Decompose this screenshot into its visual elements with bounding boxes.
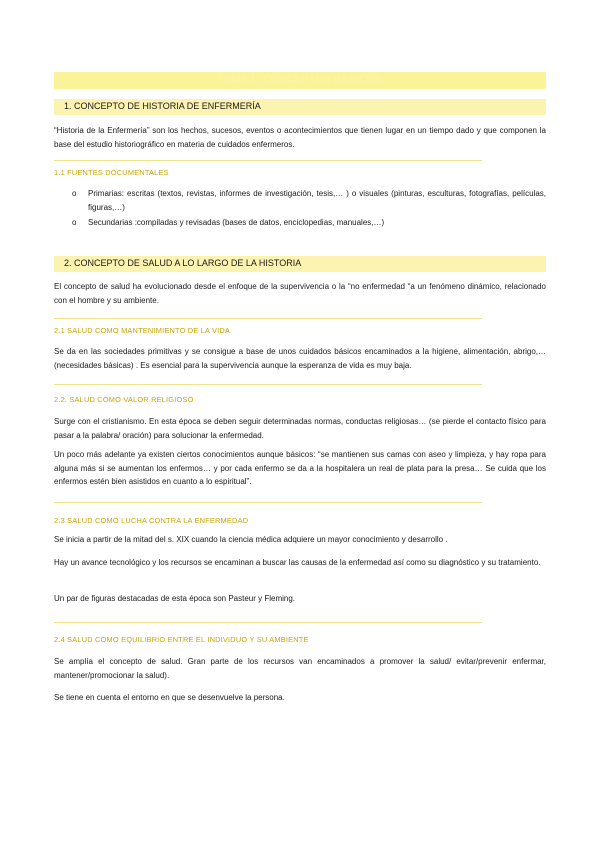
paragraph: Se tiene en cuenta el entorno en que se desenvuelve la persona. <box>54 693 285 702</box>
bullet-icon: o <box>72 218 77 227</box>
subsection-heading: 2.3.SALUD COMO LUCHA CONTRA LA ENFERMEDAD <box>54 516 249 525</box>
section-heading: 2. CONCEPTO DE SALUD A LO LARGO DE LA HISTORIA <box>64 258 302 268</box>
section-heading-bar <box>54 256 546 272</box>
list-item: Secundarias :compiladas y revisadas (bases de datos, enciclopedias, manuales,…) <box>88 218 385 227</box>
paragraph: Un poco más adelante ya existen ciertos conocimientos aunque básicos: “se mantienen sus camas con aseo y limpieza, y hay ropa para alguna más si se aumentan los enfermos… y por cada enfermo se da a la hospitalera un real de plata para la presa… Se cuida que los enfermos estén bien asistidos en cuanto a lo espiritual”. <box>54 450 546 486</box>
paragraph: Se inicia a partir de la mitad del s. XIX cuando la ciencia médica adquiere un mayor conocimiento y desarrollo . <box>54 535 448 544</box>
paragraph: “Historia de la Enfermería” son los hechos, sucesos, eventos o acontecimientos que tienen lugar en un tiempo dado y que componen la base del estudio historiográfico en materia de cuidados enfermeros. <box>54 126 546 149</box>
divider <box>54 622 482 623</box>
subsection-heading: 2.2. SALUD COMO VALOR RELIGIOSO <box>54 395 194 404</box>
section-heading-bar <box>54 99 546 115</box>
paragraph: Se da en las sociedades primitivas y se consigue a base de unos cuidados básicos encaminados a la higiene, alimentación, abrigo,… (necesidades básicas) . Es esencial para la supervivencia aunque la esperanza de vida es muy baja. <box>54 347 546 370</box>
paragraph: Hay un avance tecnológico y los recursos se encaminan a buscar las causas de la enfermedad así como su diagnóstico y su tratamiento. <box>54 558 541 567</box>
divider <box>54 384 482 385</box>
section-heading: 1. CONCEPTO DE HISTORIA DE ENFERMERÍA <box>64 101 261 111</box>
paragraph: Surge con el cristianismo. En esta época se deben seguir determinadas normas, conductas religiosas… (se pierde el contacto físico para pasar a la palabra/ oración) para solucionar la enfermedad. <box>54 417 546 440</box>
title-banner <box>54 72 546 89</box>
paragraph: El concepto de salud ha evolucionado desde el enfoque de la supervivencia o la “no enfermedad “a un fenómeno dinámico, relacionado con el hombre y su ambiente. <box>54 282 546 305</box>
paragraph: Un par de figuras destacadas de esta época son Pasteur y Fleming. <box>54 594 296 603</box>
divider <box>54 502 482 503</box>
paragraph: Se amplía el concepto de salud. Gran parte de los recursos van encaminados a promover la salud/ evitar/prevenir enfermar, mantener/promocionar la salud). <box>54 657 546 680</box>
divider <box>54 318 482 319</box>
subsection-heading: 2.1 SALUD COMO MANTENIMIENTO DE LA VIDA <box>54 326 231 335</box>
bullet-icon: o <box>72 189 77 198</box>
divider <box>54 160 482 161</box>
subsection-heading: 2.4 SALUD COMO EQUILIBRIO ENTRE EL INDIVIDUO Y SU AMBIENTE <box>54 635 309 644</box>
subsection-heading: 1.1 FUENTES DOCUMENTALES <box>54 168 169 177</box>
page-title: TEMA 1: CONCEPTOS BÁSICOS <box>217 73 383 85</box>
list-item: Primarias: escritas (textos, revistas, informes de investigación, tesis,… ) o visuales (pinturas, esculturas, fotografías, películas, figuras,…) <box>88 189 546 212</box>
